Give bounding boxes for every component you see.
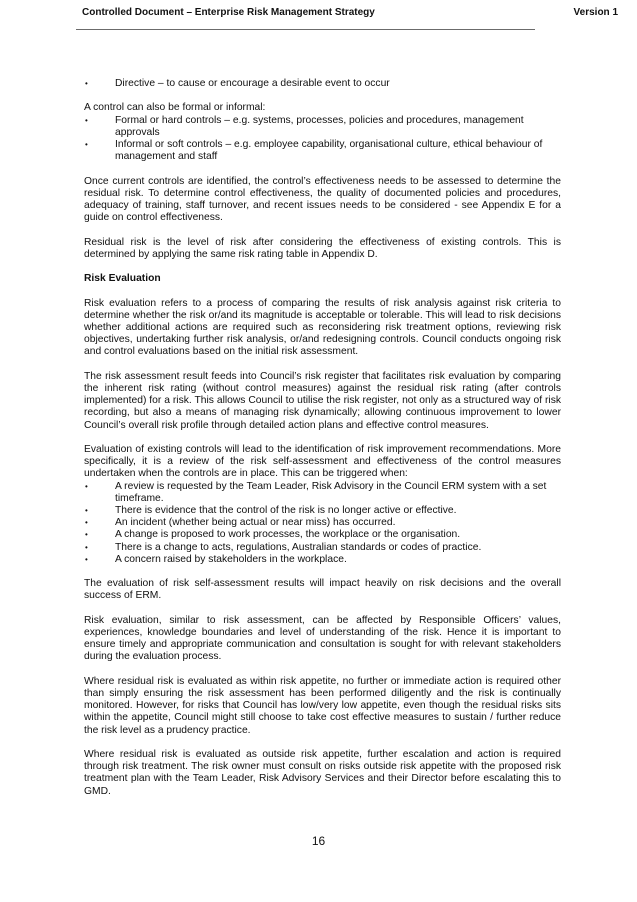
list-item: • Directive – to cause or encourage a desirable event to occur xyxy=(84,78,561,90)
control-category-list xyxy=(84,78,561,90)
list-item: • There is a change to acts, regulations, Australian standards or codes of practice. xyxy=(84,542,561,554)
list-item: • A review is requested by the Team Leader, Risk Advisory in the Council ERM system with a set timeframe. xyxy=(84,481,561,505)
trigger-list xyxy=(84,481,561,566)
list-item: • There is evidence that the control of the risk is no longer active or effective. xyxy=(84,505,561,517)
page-number: 16 xyxy=(311,834,326,848)
list-item: • A concern raised by stakeholders in the workplace. xyxy=(84,554,561,566)
page-header xyxy=(82,7,618,21)
residual-risk-paragraph: Residual risk is the level of risk after considering the effectiveness of existing controls. This is determined by applying the same risk rating table in Appendix D. xyxy=(84,236,561,260)
document-version: Version 1 xyxy=(573,7,618,18)
list-item: • A change is proposed to work processes, the workplace or the organisation. xyxy=(84,529,561,541)
effectiveness-paragraph: Once current controls are identified, the control’s effectiveness needs to be assessed to determine the residual risk. To determine control effectiveness, the quality of documented policies and procedures, adequacy of training, staff turnover, and recent issues needs to be considered - see Appendix E for a guide on control effectiveness. xyxy=(84,175,561,224)
control-types-list xyxy=(84,115,561,164)
evaluation-paragraph: Where residual risk is evaluated as within risk appetite, no further or immediate action is required other than simply ensuring the risk assessment has been performed diligently and the risk is continually monitored. However, for risks that Council has low/very low appetite, even though the residual risks sits within the appetite, Council might still choose to take cost effective measures to sustain / further reduce the risk level as a prudency practice. xyxy=(84,675,561,736)
list-item: • Formal or hard controls – e.g. systems, processes, policies and procedures, management approvals xyxy=(84,115,561,139)
header-divider xyxy=(76,29,535,30)
evaluation-paragraph: Risk evaluation, similar to risk assessment, can be affected by Responsible Officers’ values, experiences, knowledge boundaries and level of understanding of the risk. Hence it is important to ensure timely and appropriate communication and consultation is sought for with relevant stakeholders during the evaluation process. xyxy=(84,614,561,663)
document-title: Controlled Document – Enterprise Risk Management Strategy xyxy=(82,7,375,18)
list-item: • Informal or soft controls – e.g. employee capability, organisational culture, ethical behaviour of management and staff xyxy=(84,139,561,163)
list-item: • An incident (whether being actual or near miss) has occurred. xyxy=(84,517,561,529)
control-intro-paragraph: A control can also be formal or informal: xyxy=(84,102,266,114)
evaluation-paragraph: Risk evaluation refers to a process of comparing the results of risk analysis against risk criteria to determine whether the risk or/and its magnitude is acceptable or tolerable. This will lead to risk decisions whether additional actions are required such as reconsidering risk treatment options, reviewing risk objectives, undertaking further risk analysis, or/and redesigning controls. Council conducts ongoing risk and control evaluations based on the initial risk assessment. xyxy=(84,297,561,358)
evaluation-paragraph: Where residual risk is evaluated as outside risk appetite, further escalation and action is required through risk treatment. The risk owner must consult on risks outside risk appetite with the proposed risk treatment plan with the Team Leader, Risk Advisory Services and their Director before escalating this to GMD. xyxy=(84,749,561,797)
evaluation-paragraph: Evaluation of existing controls will lead to the identification of risk improvement recommendations. More specifically, it is a review of the risk self-assessment and effectiveness of the control measures undertaken when the controls are in place. This can be triggered when: xyxy=(84,443,561,480)
evaluation-paragraph: The evaluation of risk self-assessment results will impact heavily on risk decisions and the overall success of ERM. xyxy=(84,578,561,602)
document-body xyxy=(84,78,561,810)
section-heading: Risk Evaluation xyxy=(84,273,161,285)
evaluation-paragraph: The risk assessment result feeds into Council’s risk register that facilitates risk evaluation by comparing the inherent risk rating (without control measures) against the residual risk rating (after controls implemented) for a risk. This allows Council to utilise the risk register, not only as a structured way of risk recording, but also a means of managing risk dynamically; allowing continuous improvement to lower Council’s overall risk profile through detailed action plans and effective control measures. xyxy=(84,370,561,431)
